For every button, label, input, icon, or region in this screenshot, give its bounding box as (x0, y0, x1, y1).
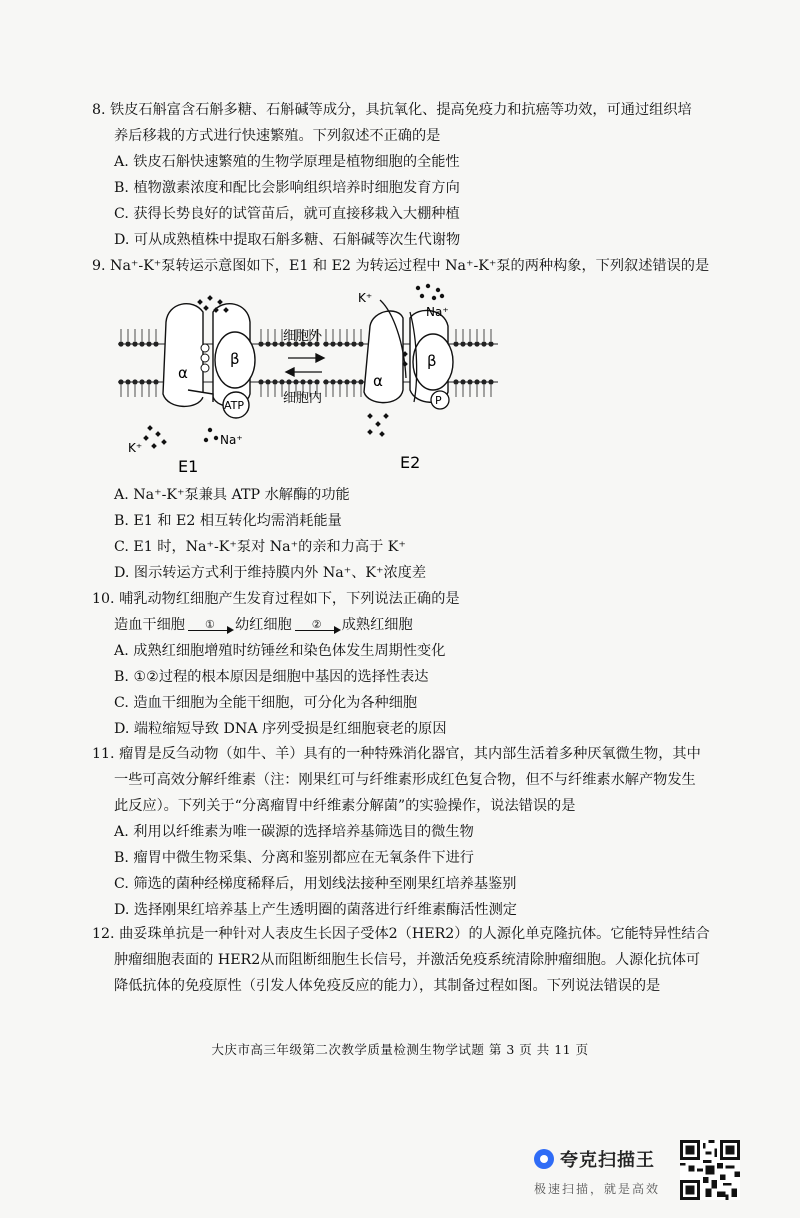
conversion-arrows (286, 354, 324, 376)
na-k-pump-diagram (118, 282, 498, 477)
lipid-head (146, 379, 151, 384)
question-12-stem-line-2: 肿瘤细胞表面的 HER2从而阻断细胞生长信号，并激活免疫系统清除肿瘤细胞。人源化抗体可 (114, 952, 701, 968)
lipid-head (139, 379, 144, 384)
question-10 (92, 586, 732, 742)
e1-na-sites (201, 344, 209, 372)
atp-badge (223, 392, 249, 418)
lipid-head (132, 341, 137, 346)
scanner-logo-icon (534, 1149, 554, 1169)
question-9 (92, 253, 732, 279)
question-8 (92, 97, 732, 253)
question-11-option-a: A. 利用以纤维素为唯一碳源的选择培养基筛选目的微生物 (114, 824, 474, 840)
question-10-option-b: B. ①②过程的根本原因是细胞中基因的选择性表达 (114, 669, 429, 685)
seq-arrow-1 (187, 617, 233, 631)
lipid-head (132, 379, 137, 384)
e2-k-label: K⁺ (358, 291, 373, 305)
scanner-slogan: 极速扫描，就是高效 (534, 1182, 661, 1196)
question-8-stem-line-2: 养后移栽的方式进行快速繁殖。下列叙述不正确的是 (114, 128, 441, 144)
e2-label: E2 (400, 453, 421, 472)
lipid-head (146, 341, 151, 346)
lipid-head (307, 379, 312, 384)
question-8-option-d: D. 可从成熟植株中提取石斛多糖、石斛碱等次生代谢物 (114, 232, 461, 248)
question-11-stem-line-1: 11. 瘤胃是反刍动物（如牛、羊）具有的一种特殊消化器官，其内部生活着多种厌氧微生物，其中 (92, 746, 701, 762)
question-11-stem-line-2: 一些可高效分解纤维素（注：刚果红可与纤维素形成红色复合物，但不与纤维素水解产物发生 (114, 772, 696, 788)
e1-alpha-label: α (178, 364, 188, 382)
lipid-head (272, 341, 277, 346)
seq-mature-rbc: 成熟红细胞 (341, 617, 413, 633)
question-10-stem: 10. 哺乳动物红细胞产生发育过程如下，下列说法正确的是 (92, 591, 460, 607)
lipid-head (118, 341, 123, 346)
outside-label: 细胞外 (283, 329, 323, 344)
e1-na-label: Na⁺ (220, 433, 243, 447)
question-11-option-d: D. 选择刚果红培养基上产生透明圈的菌落进行纤维素酶活性测定 (114, 902, 517, 918)
lipid-head (139, 341, 144, 346)
page-footer: 大庆市高三年级第二次教学质量检测生物学试题 第 3 页 共 11 页 (211, 1042, 589, 1057)
question-11-stem-line-3: 此反应）。下列关于“分离瘤胃中纤维素分解菌”的实验操作，说法错误的是 (114, 798, 576, 814)
question-12-stem-line-3: 降低抗体的免疫原性（引发人体免疫反应的能力），其制备过程如图。下列说法错误的是 (114, 978, 661, 994)
question-9-option-a: A. Na⁺-K⁺泵兼具 ATP 水解酶的功能 (114, 487, 350, 503)
question-8-stem-line-1: 8. 铁皮石斛富含石斛多糖、石斛碱等成分，具抗氧化、提高免疫力和抗癌等功效，可通过组织培 (92, 102, 692, 118)
lipid-head (153, 379, 158, 384)
lipid-head (286, 379, 291, 384)
question-9-option-c: C. E1 时，Na⁺-K⁺泵对 Na⁺的亲和力高于 K⁺ (114, 539, 406, 555)
lipid-head (300, 379, 305, 384)
qr-code-icon (680, 1140, 740, 1200)
seq-step-1: ① (205, 617, 215, 631)
lipid-head (279, 379, 284, 384)
question-9-stem: 9. Na⁺-K⁺泵转运示意图如下，E1 和 E2 为转运过程中 Na⁺-K⁺泵的两种构象，下列叙述错误的是 (92, 258, 710, 274)
question-10-option-c: C. 造血干细胞为全能干细胞，可分化为各种细胞 (114, 695, 418, 711)
question-11-option-c: C. 筛选的菌种经梯度稀释后，用划线法接种至刚果红培养基鉴别 (114, 876, 517, 892)
seq-hsc: 造血干细胞 (114, 617, 185, 633)
seq-erythroblast: 幼红细胞 (234, 617, 292, 633)
question-10-option-a: A. 成熟红细胞增殖时纺锤丝和染色体发生周期性变化 (114, 643, 446, 659)
question-8-option-a: A. 铁皮石斛快速繁殖的生物学原理是植物细胞的全能性 (114, 154, 460, 170)
question-11 (92, 741, 732, 923)
question-12-stem-line-1: 12. 曲妥珠单抗是一种针对人表皮生长因子受体2（HER2）的人源化单克隆抗体。它能特异性结合 (92, 926, 710, 942)
lipid-head (153, 341, 158, 346)
e1-beta-label: β (230, 350, 240, 368)
lipid-head (293, 379, 298, 384)
atp-label: ATP (224, 399, 245, 412)
question-9-option-b: B. E1 和 E2 相互转化均需消耗能量 (114, 513, 342, 529)
e2-na-label: Na⁺ (426, 305, 449, 319)
e1-k-ions-bottom (143, 425, 167, 449)
lipid-head (125, 379, 130, 384)
lipid-head (258, 379, 263, 384)
question-8-option-c: C. 获得长势良好的试管苗后，就可直接移栽入大棚种植 (114, 206, 460, 222)
question-8-option-b: B. 植物激素浓度和配比会影响组织培养时细胞发育方向 (114, 180, 460, 196)
e1-k-label: K⁺ (128, 441, 143, 455)
question-11-option-b: B. 瘤胃中微生物采集、分离和鉴别都应在无氧条件下进行 (114, 850, 474, 866)
differentiation-sequence (92, 612, 732, 638)
phosphate-label: P (435, 394, 442, 407)
question-9-option-d: D. 图示转运方式利于维持膜内外 Na⁺、K⁺浓度差 (114, 565, 427, 581)
question-12 (92, 921, 732, 999)
scanner-brand: 夸克扫描王 (560, 1150, 655, 1171)
e2-beta-label: β (427, 352, 437, 370)
e1-label: E1 (178, 457, 199, 476)
lipid-head (125, 341, 130, 346)
lipid-head (272, 379, 277, 384)
seq-arrow-2 (294, 617, 340, 631)
lipid-head (118, 379, 123, 384)
lipid-head (314, 379, 319, 384)
question-10-option-d: D. 端粒缩短导致 DNA 序列受损是红细胞衰老的原因 (114, 721, 447, 737)
lipid-head (265, 341, 270, 346)
question-9-options (92, 482, 732, 586)
e2-na-ions-top (416, 284, 444, 300)
e1-na-ions-bottom (204, 428, 218, 442)
phosphate-badge (431, 391, 449, 409)
lipid-head (258, 341, 263, 346)
seq-step-2: ② (311, 617, 322, 631)
e2-alpha-label: α (373, 372, 383, 390)
lipid-head (265, 379, 270, 384)
scanner-watermark (534, 1146, 674, 1197)
inside-label: 细胞内 (283, 391, 323, 406)
pump-e1 (163, 304, 255, 407)
e2-k-ions-bottom (367, 413, 389, 437)
